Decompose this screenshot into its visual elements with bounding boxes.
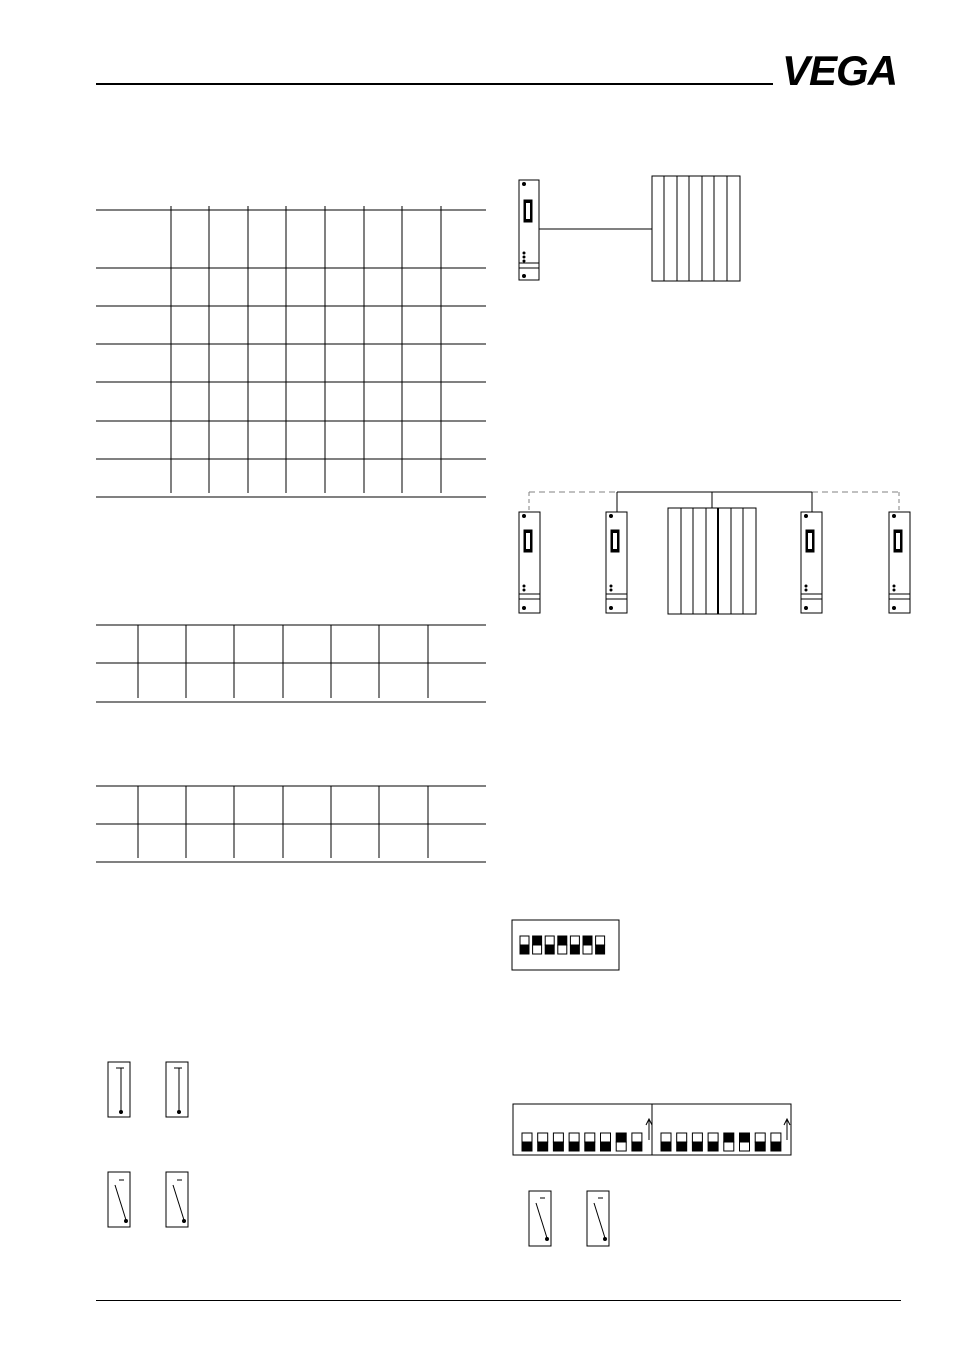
table-1	[96, 206, 486, 497]
dip-lever-cap	[522, 1133, 532, 1142]
dip-lever-cap	[601, 1133, 611, 1142]
bus-device-3	[801, 512, 822, 613]
table-2	[96, 625, 486, 702]
switch-symbol-open-3	[529, 1191, 551, 1246]
dip-lever	[708, 1142, 718, 1151]
dip-lever-cap	[570, 936, 579, 945]
dip-lever-cap	[616, 1142, 626, 1151]
bus-device-2	[606, 512, 627, 613]
switch-symbol-open-1	[108, 1172, 130, 1227]
dip-lever	[570, 945, 579, 954]
dip-lever	[755, 1142, 765, 1151]
dip-lever	[692, 1142, 702, 1151]
dip-lever-cap	[692, 1133, 702, 1142]
dip-lever	[632, 1142, 642, 1151]
dip-lever	[569, 1142, 579, 1151]
dip-lever-cap	[520, 936, 529, 945]
dip-lever-cap	[569, 1133, 579, 1142]
switch-symbol-closed-1	[108, 1062, 130, 1117]
dip-lever	[585, 1142, 595, 1151]
dip-lever	[724, 1133, 734, 1142]
dip-lever-cap	[533, 945, 542, 954]
dip-lever-cap	[708, 1133, 718, 1142]
dip-lever-cap	[661, 1133, 671, 1142]
switch-symbol-closed-2	[166, 1062, 188, 1117]
dip-lever-cap	[632, 1133, 642, 1142]
switch-symbol-open-4	[587, 1191, 609, 1246]
dip-lever-cap	[558, 945, 567, 954]
dip-lever	[545, 945, 554, 954]
dip-lever	[558, 936, 567, 945]
bus-device-1	[519, 512, 540, 613]
dip-lever	[740, 1133, 750, 1142]
dip-switch-16	[513, 1104, 791, 1155]
dip-lever-cap	[583, 945, 592, 954]
dip-lever	[538, 1142, 548, 1151]
dip-lever	[533, 936, 542, 945]
dip-lever	[596, 945, 605, 954]
dip-lever-cap	[585, 1133, 595, 1142]
dip-lever	[583, 936, 592, 945]
dip-lever-cap	[596, 936, 605, 945]
dip-lever-cap	[677, 1133, 687, 1142]
dip-lever	[661, 1142, 671, 1151]
dip-lever-cap	[545, 936, 554, 945]
dip-lever-cap	[740, 1142, 750, 1151]
dip-lever-cap	[553, 1133, 563, 1142]
dip-lever-cap	[755, 1133, 765, 1142]
dip-lever	[771, 1142, 781, 1151]
dip-lever	[616, 1133, 626, 1142]
dip-lever	[677, 1142, 687, 1151]
dip-lever	[553, 1142, 563, 1151]
diagram-single-device	[519, 176, 740, 281]
diagram-bus-devices	[519, 492, 910, 614]
dip-switch-7	[512, 920, 619, 970]
dip-lever	[601, 1142, 611, 1151]
dip-lever	[522, 1142, 532, 1151]
dip-lever-cap	[771, 1133, 781, 1142]
bus-rack	[668, 508, 756, 614]
table-3	[96, 786, 486, 862]
dip-lever	[520, 945, 529, 954]
switch-symbol-open-2	[166, 1172, 188, 1227]
dip-lever-cap	[724, 1142, 734, 1151]
vega-logo: VEGA	[782, 47, 898, 94]
bus-device-4	[889, 512, 910, 613]
dip-lever-cap	[538, 1133, 548, 1142]
